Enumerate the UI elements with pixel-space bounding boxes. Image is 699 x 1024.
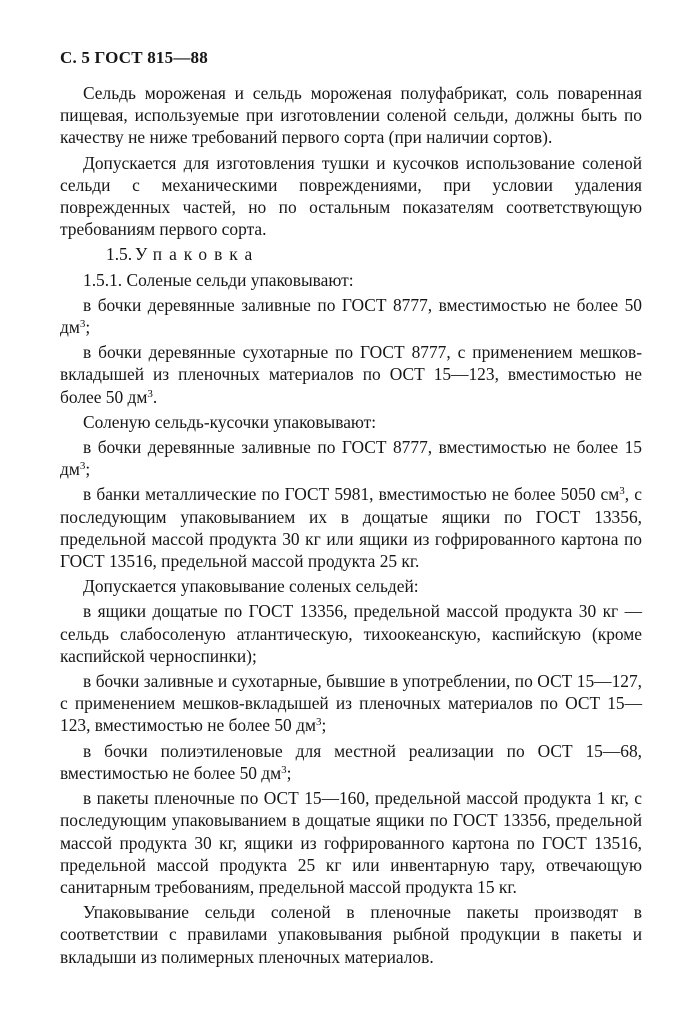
item-punct: ; (321, 715, 327, 736)
superscript: 3 (79, 318, 86, 331)
item-polyethylene-barrels (60, 740, 642, 784)
clause-1-5-1: 1.5.1. Соленые сельди упаковывают: (83, 269, 354, 290)
item-pieces-barrels (60, 436, 642, 480)
item-text: в банки металлические по ГОСТ 5981, вместимостью не более 5050 см (83, 484, 620, 505)
item-wooden-boxes: в ящики дощатые по ГОСТ 13356, предельной массой продукта 30 кг — сельдь слабосоленую атлантическую, тихоокеанскую, каспийскую (кроме каспийской черноспинки); (60, 601, 642, 666)
section-number: 1.5. (106, 244, 133, 265)
item-metal-cans (60, 483, 642, 572)
item-punct: ; (85, 459, 91, 480)
page-header: С. 5 ГОСТ 815—88 (60, 48, 208, 67)
document-body (60, 82, 642, 971)
paragraph-raw-materials: Сельдь мороженая и сельдь мороженая полуфабрикат, соль поваренная пищевая, используемые при изготовлении соленой сельди, должны быть по качеству не ниже требований первого сорта (при наличии сортов). (60, 83, 642, 148)
item-text: в бочки деревянные сухотарные по ГОСТ 8777, с применением мешков-вкладышей из пленочных материалов по ОСТ 15—123, вместимостью не более 50 дм (60, 342, 642, 407)
item-text: в бочки деревянные заливные по ГОСТ 8777, вместимостью не более 50 дм (60, 294, 642, 338)
item-text: в бочки полиэтиленовые для местной реализации по ОСТ 15—68, вместимостью не более 50 дм (60, 740, 642, 783)
paragraph-damaged-herring: Допускается для изготовления тушки и кусочков использование соленой сельди с механическими повреждениями, при условии удаления поврежденных частей, но по остальным показателям соответствующую требованиям первого сорта. (60, 152, 642, 240)
section-title: Упаковка (135, 244, 260, 265)
item-text-continued: , с последующим упаковыванием их в дощатые ящики по ГОСТ 13356, предельной массой продукта 30 кг или ящики из гофрированного картона по ГОСТ 13516, предельной массой продукта 25 кг. (60, 484, 642, 572)
item-punct: ; (286, 762, 292, 783)
item-punct: ; (85, 317, 91, 338)
item-used-barrels (60, 670, 642, 737)
item-text: в бочки деревянные заливные по ГОСТ 8777, вместимостью не более 15 дм (60, 437, 642, 480)
paragraph-film-packaging-rules: Упаковывание сельди соленой в пленочные пакеты производят в соответствии с правилами упаковывания рыбной продукции в пакеты и вкладыши из полимерных пленочных материалов. (60, 902, 642, 967)
section-heading-packaging (60, 243, 642, 265)
item-barrels-dry (60, 341, 642, 408)
paragraph-allowed-packaging: Допускается упаковывание соленых сельдей: (83, 576, 419, 597)
item-punct: . (152, 386, 158, 407)
superscript: 3 (79, 460, 86, 473)
item-barrels-pouring (60, 294, 642, 338)
superscript: 3 (315, 716, 322, 729)
item-film-bags: в пакеты пленочные по ОСТ 15—160, предельной массой продукта 1 кг, с последующим упаковыванием в дощатые ящики по ГОСТ 13356, предельной массой продукта 30 кг, ящики из гофрированного картона по ГОСТ 13516, предельной массой продукта 25 кг или инвентарную тару, отвечающую санитарным требованиям, предельной массой продукта 15 кг. (60, 788, 642, 897)
superscript: 3 (281, 763, 287, 776)
item-text: в бочки заливные и сухотарные, бывшие в употреблении, по ОСТ 15—127, с применением мешков-вкладышей из пленочных материалов по ОСТ 15—123, вместимостью не более 50 дм (60, 671, 642, 736)
paragraph-pieces: Соленую сельдь-кусочки упаковывают: (83, 411, 377, 432)
superscript: 3 (147, 387, 153, 400)
superscript: 3 (619, 485, 625, 498)
